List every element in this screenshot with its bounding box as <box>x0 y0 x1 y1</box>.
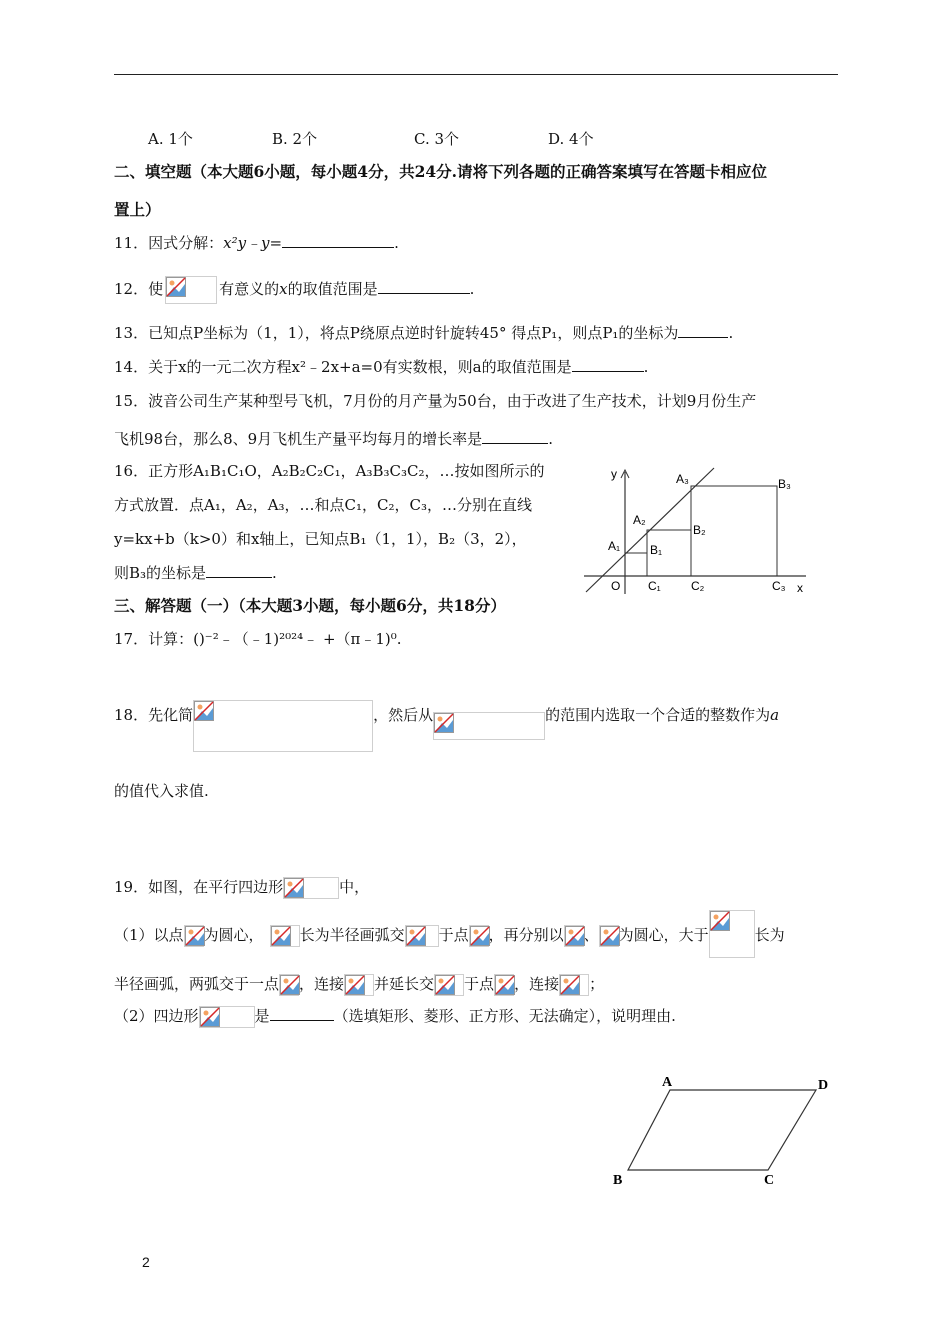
q16-end: . <box>272 564 277 582</box>
page-number: 2 <box>142 1254 150 1270</box>
label-B1: B₁ <box>650 543 663 557</box>
q19-img-icon <box>494 974 514 996</box>
q19-img-icon <box>469 925 489 947</box>
q14-text: 14．关于x的一元二次方程x²﹣2x+a=0有实数根，则a的取值范围是 <box>114 358 572 376</box>
q19-p2b: ，连接 <box>299 975 345 993</box>
label-C: C <box>764 1173 775 1188</box>
q19-p3c: （选填矩形、菱形、正方形、无法确定），说明理由. <box>333 1007 676 1025</box>
q18-post: 的范围内选取一个合适的整数作为 <box>545 706 771 724</box>
q13-end: . <box>728 324 734 342</box>
q13-text: 13．已知点P坐标为（1，1），将点P绕原点逆时针旋转45° 得点P₁，则点P₁的坐标为 <box>114 324 679 342</box>
q19-img-icon <box>599 925 619 947</box>
q19-p3a: （2）四边形 <box>114 1007 199 1025</box>
question-19-part1-cont <box>114 972 604 996</box>
q19-img-icon <box>270 925 300 947</box>
q19-img-icon <box>434 974 464 996</box>
q18-range-image-icon <box>433 712 545 740</box>
question-17: 17．计算：()⁻²﹣（﹣1)²⁰²⁴﹣ +（π﹣1)⁰. <box>114 630 402 648</box>
label-D: D <box>818 1078 829 1093</box>
option-c: C. 3个 <box>414 130 460 148</box>
q15-end: . <box>548 430 553 448</box>
q12-end: . <box>469 280 475 298</box>
q12-number: 12． <box>114 280 149 298</box>
q12-var: x <box>279 280 288 298</box>
question-16-line3: y=kx+b（k>0）和x轴上，已知点B₁（1，1），B₂（3，2）， <box>114 530 527 548</box>
option-b: B. 2个 <box>272 130 318 148</box>
label-B: B <box>613 1173 623 1188</box>
q18-mid: ，然后从 <box>373 706 434 724</box>
q15-answer-blank[interactable] <box>482 429 548 444</box>
question-16-line4 <box>114 562 277 583</box>
label-C2: C₂ <box>691 579 705 593</box>
q19-img-icon <box>199 1006 255 1028</box>
figure-16-squares-graph <box>584 464 812 596</box>
question-13 <box>114 322 733 343</box>
question-18-line1 <box>114 700 779 754</box>
q19-p3b: 是 <box>254 1007 270 1025</box>
q19-p1h: 长为 <box>754 926 785 944</box>
q19-p1f: 、 <box>583 926 599 944</box>
q11-expression: x²y﹣y= <box>223 234 283 252</box>
q19-img-icon <box>184 925 204 947</box>
q19-p1e: ，再分别以 <box>488 926 564 944</box>
section2-heading-line2: 置上） <box>114 200 161 219</box>
question-16-line1: 16．正方形A₁B₁C₁O，A₂B₂C₂C₁，A₃B₃C₃C₂，…按如图所示的 <box>114 462 545 480</box>
question-19-part1 <box>114 910 785 960</box>
label-C1: C₁ <box>648 579 661 593</box>
q19-p1d: 于点 <box>438 926 469 944</box>
question-19-part2 <box>114 1004 676 1028</box>
label-C3: C₃ <box>772 579 786 593</box>
q14-end: . <box>643 358 649 376</box>
q19-p2a: 半径画弧，两弧交于一点 <box>114 975 280 993</box>
q12-post: 有意义的 <box>219 280 280 298</box>
figure-19-parallelogram <box>606 1070 840 1194</box>
q19-img-icon <box>559 974 589 996</box>
label-B2: B₂ <box>693 523 706 537</box>
option-d: D. 4个 <box>548 130 594 148</box>
q11-answer-blank[interactable] <box>282 233 394 248</box>
q11-end: . <box>394 234 399 252</box>
question-12 <box>114 276 474 304</box>
square-1 <box>625 553 647 576</box>
section3-heading: 三、解答题（一）（本大题3小题，每小题6分，共18分） <box>114 596 506 615</box>
question-11 <box>114 232 399 253</box>
question-14 <box>114 356 648 377</box>
q14-answer-blank[interactable] <box>572 357 644 372</box>
q19-img-icon <box>344 974 374 996</box>
q13-answer-blank[interactable] <box>678 323 728 338</box>
q12-pre: 使 <box>148 280 164 298</box>
label-y: y <box>611 467 617 481</box>
q19-p1c: 长为半径画弧交 <box>299 926 405 944</box>
section2-heading-line1: 二、填空题（本大题6小题，每小题4分，共24分.请将下列各题的正确答案填写在答题卡相应位 <box>114 162 768 181</box>
question-19-line1 <box>114 874 369 900</box>
q16-answer-blank[interactable] <box>206 563 272 578</box>
q19-line1a: 19．如图，在平行四边形 <box>114 878 284 896</box>
question-15-line1: 15．波音公司生产某种型号飞机，7月份的月产量为50台，由于改进了生产技术，计划9月份生产 <box>114 392 757 410</box>
label-x: x <box>797 581 803 595</box>
label-O: O <box>611 579 621 593</box>
q19-p2e: ，连接 <box>514 975 560 993</box>
q11-number: 11． <box>114 234 149 252</box>
q19-p1b: 为圆心， <box>203 926 264 944</box>
options-row <box>148 128 594 149</box>
parallelogram-abcd <box>628 1090 816 1170</box>
q19-p2d: 于点 <box>464 975 495 993</box>
q19-img-icon <box>405 925 439 947</box>
q19-img-icon <box>279 974 299 996</box>
q12-image-placeholder-icon <box>165 276 217 304</box>
q19-img-half-ac-icon <box>709 910 755 958</box>
question-15-line2 <box>114 428 553 449</box>
q11-text: 因式分解： <box>148 234 224 252</box>
q16-line4-text: 则B₃的坐标是 <box>114 564 207 582</box>
option-a: A. 1个 <box>148 130 193 148</box>
q19-line1b: 中， <box>339 878 370 896</box>
label-A: A <box>662 1075 673 1090</box>
q19-p2c: 并延长交 <box>374 975 435 993</box>
header-rule <box>114 74 838 75</box>
q19-img-abcd-icon <box>283 877 339 899</box>
q19-p2f: ； <box>589 975 605 993</box>
label-A2: A₂ <box>633 513 646 527</box>
q12-answer-blank[interactable] <box>378 279 470 294</box>
q19-img-icon <box>564 925 584 947</box>
q12-post2: 的取值范围是 <box>287 280 378 298</box>
label-A1: A₁ <box>608 539 621 553</box>
q18-var: a <box>770 706 780 724</box>
label-B3: B₃ <box>778 477 791 491</box>
q19-p1g: 为圆心，大于 <box>618 926 709 944</box>
question-16-line2: 方式放置．点A₁，A₂，A₃，…和点C₁，C₂，C₃，…分别在直线 <box>114 496 533 514</box>
q18-expression-image-icon <box>193 700 373 752</box>
q19-p1a: （1）以点 <box>114 926 184 944</box>
label-A3: A₃ <box>676 472 689 486</box>
question-18-line2: 的值代入求值. <box>114 782 209 800</box>
q15-line2-text: 飞机98台，那么8、9月飞机生产量平均每月的增长率是 <box>114 430 483 448</box>
q18-pre: 18．先化简 <box>114 706 194 724</box>
q19-answer-blank[interactable] <box>270 1006 334 1021</box>
